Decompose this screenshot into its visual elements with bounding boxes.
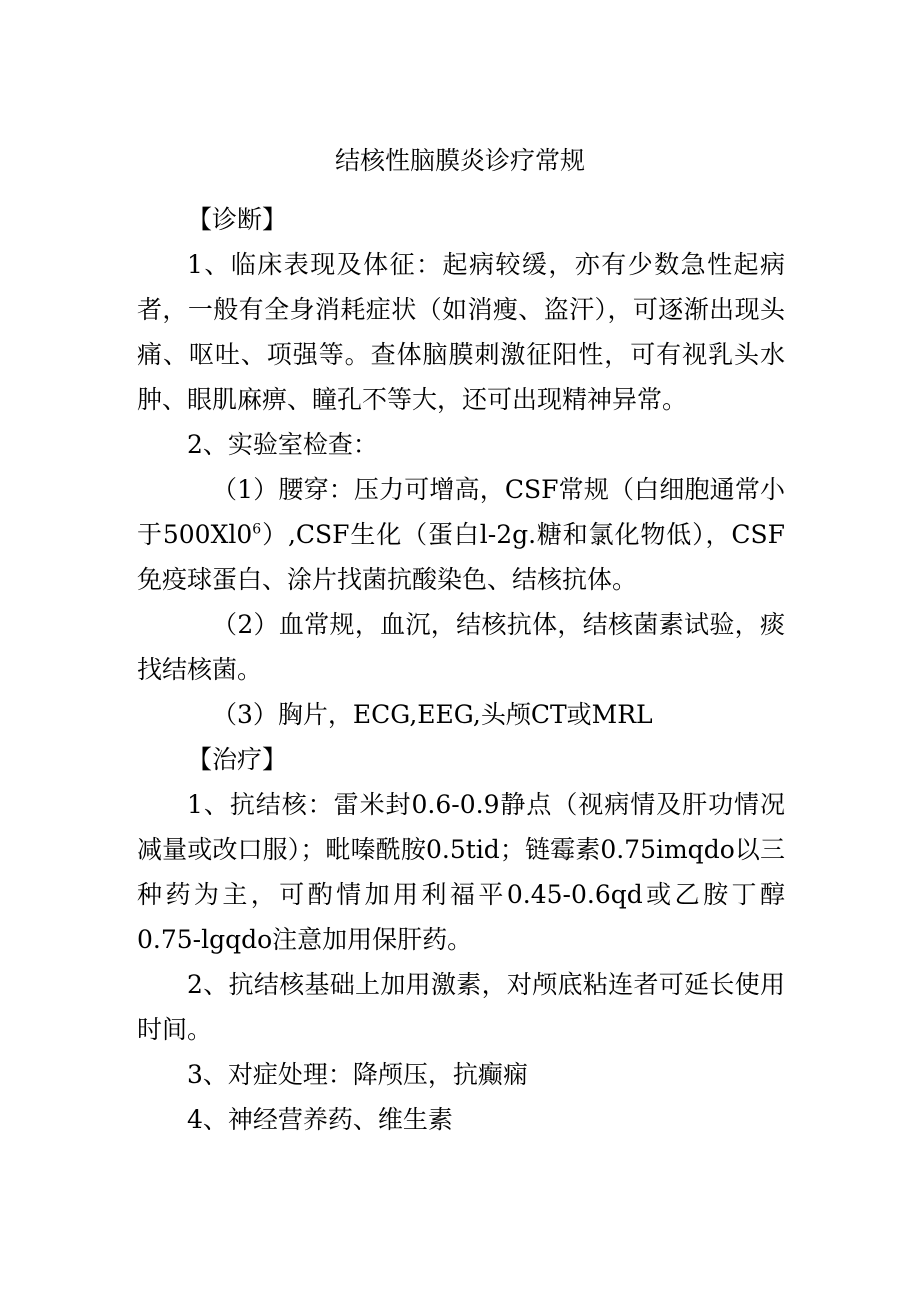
diagnosis-heading: 【诊断】 (187, 205, 288, 234)
subitem-1-text-a: （1）腰穿：压力可增高，CSF常规（白细胞通常小于500Xl0 (137, 475, 785, 549)
treatment-item-4: 4、神经营养药、维生素 (187, 1105, 453, 1134)
treatment-heading: 【治疗】 (187, 745, 288, 774)
diagnosis-subitem-3: （3）胸片，ECG,EEG,头颅CT或MRL (212, 700, 653, 729)
superscript-exponent: 6 (252, 521, 262, 538)
diagnosis-item-2: 2、实验室检查： (187, 430, 378, 459)
treatment-item-3: 3、对症处理：降颅压，抗癫痫 (187, 1060, 528, 1089)
document-body (137, 197, 785, 1142)
document-title: 结核性脑膜炎诊疗常规 (334, 146, 585, 175)
diagnosis-item-1: 1、临床表现及体征：起病较缓，亦有少数急性起病者，一般有全身消耗症状（如消瘦、盗汗），可逐渐出现头痛、呕吐、项强等。查体脑膜刺激征阳性，可有视乳头水肿、眼肌麻痹、瞳孔不等大，还可出现精神异常。 (137, 250, 785, 414)
diagnosis-subitem-1 (137, 467, 785, 602)
diagnosis-subitem-2: （2）血常规，血沉，结核抗体，结核菌素试验，痰找结核菌。 (137, 610, 785, 684)
subitem-1-text-b: ）,CSF生化（蛋白l-2g.糖和氯化物低），CSF免疫球蛋白、涂片找菌抗酸染色、结核抗体。 (137, 520, 785, 594)
treatment-item-2: 2、抗结核基础上加用激素，对颅底粘连者可延长使用时间。 (137, 970, 785, 1044)
treatment-item-1: 1、抗结核：雷米封0.6-0.9静点（视病情及肝功情况减量或改口服）；毗嗪酰胺0.5tid；链霉素0.75imqdo以三种药为主，可酌情加用利福平0.45-0.6qd或乙胺丁醇0.75-lgqdo注意加用保肝药。 (137, 790, 785, 954)
